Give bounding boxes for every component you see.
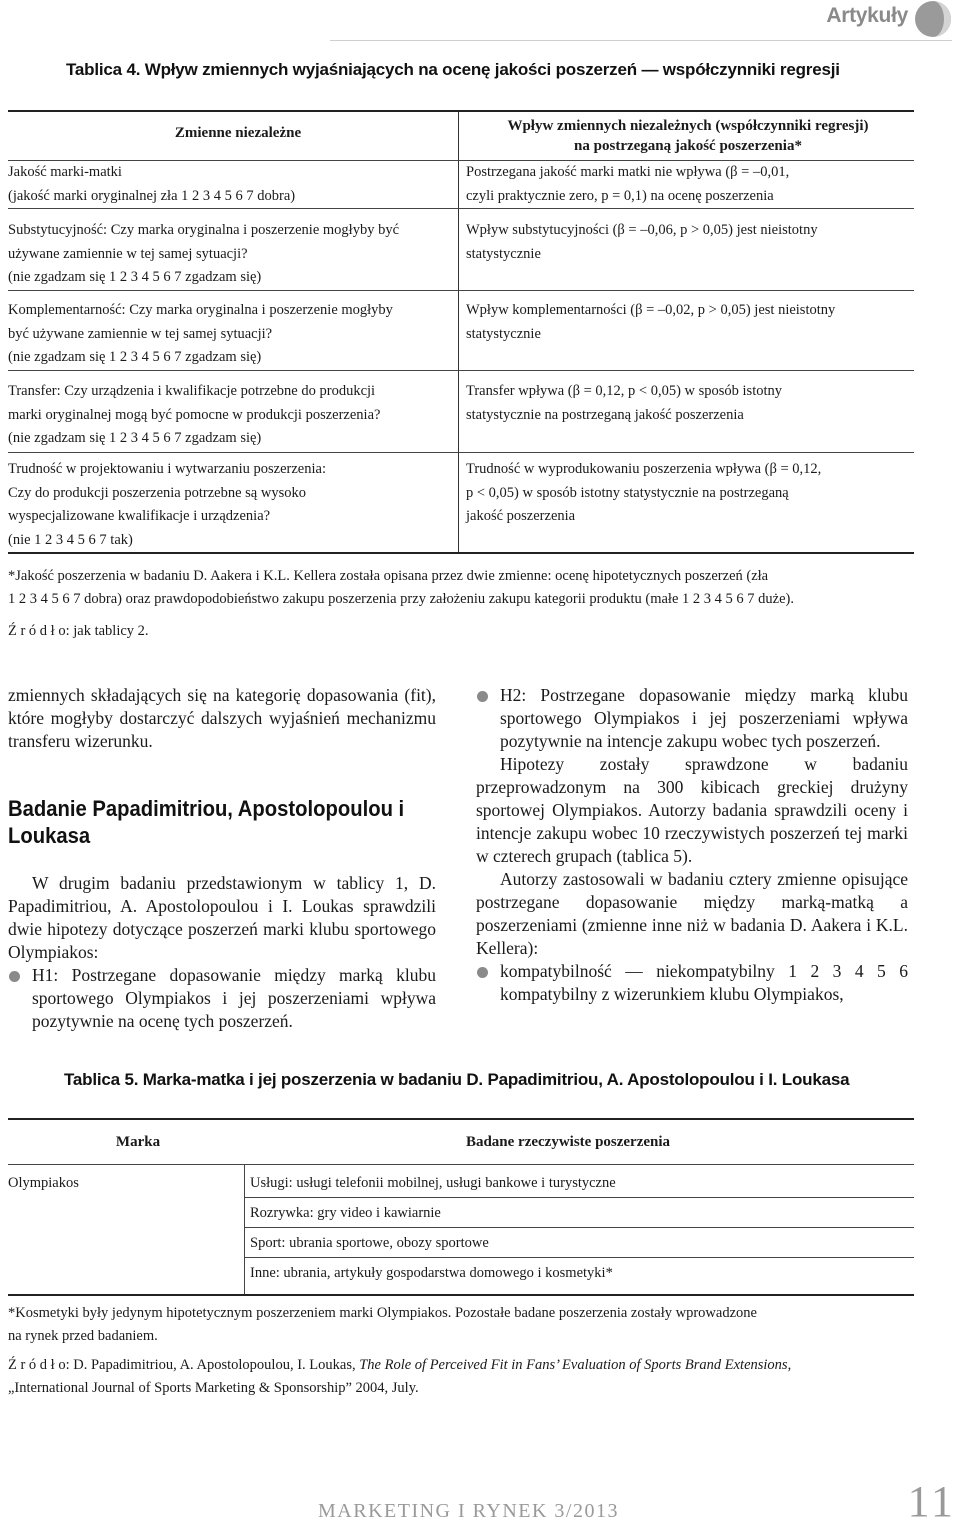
compatibility-item: kompatybilność — niekompatybilny 1 2 3 4 5 6 kompatybilny z wizerunkiem klubu Olympiakos, <box>476 960 908 1006</box>
table4-row-4-variable: Transfer: Czy urządzenia i kwalifikacje potrzebne do produkcji marki oryginalnej mogą być pomocne w produkcji poszerzenia? (nie zgadzam się 1 2 3 4 5 6 7 zgadzam się) <box>8 383 381 446</box>
right-column-text <box>476 684 908 1006</box>
table4-title: Tablica 4. Wpływ zmiennych wyjaśniających na ocenę jakości poszerzeń — współczynniki regresji <box>66 60 840 79</box>
table5-row-rule <box>244 1257 914 1258</box>
table5-extension-services: Usługi: usługi telefonii mobilnej, usługi bankowe i turystyczne <box>250 1175 616 1191</box>
table4-row-3-effect: Wpływ komplementarności (β = –0,02, p > 0,05) jest nieistotny statystycznie <box>466 302 836 342</box>
bullet-dot-icon <box>477 691 488 702</box>
table4-row-5-variable: Trudność w projektowaniu i wytwarzaniu poszerzenia: Czy do produkcji poszerzenia potrzebne są wysoko wyspecjalizowane kwalifikacje i urządzenia? (nie 1 2 3 4 5 6 7 tak) <box>8 461 326 548</box>
gray-circle-logo-icon <box>914 0 952 38</box>
table5-title: Tablica 5. Marka-matka i jej poszerzenia w badaniu D. Papadimitriou, A. Apostolopoulou i I. Loukasa <box>64 1070 850 1089</box>
left-column-text <box>8 872 436 1033</box>
table4-row-5-effect: Trudność w wyprodukowaniu poszerzenia wpływa (β = 0,12, p < 0,05) w sposób istotny statystycznie na postrzeganą jakość poszerzenia <box>466 461 822 524</box>
hypothesis-h1: H1: Postrzegane dopasowanie między marką klubu sportowego Olympiakos i jej poszerzeniami wpływa pozytywnie na ocenę tych poszerzeń. <box>8 964 436 1033</box>
table4-row-2-variable: Substytucyjność: Czy marka oryginalna i poszerzenie mogłyby być używane zamiennie w tej samej sytuacji? (nie zgadzam się 1 2 3 4 5 6 7 zgadzam się) <box>8 222 400 285</box>
table5-extension-sport: Sport: ubrania sportowe, obozy sportowe <box>250 1235 489 1251</box>
table5 <box>8 1118 914 1296</box>
fit-variables-paragraph: Autorzy zastosowali w badaniu cztery zmienne opisujące postrzegane dopasowanie między marką-matką a poszerzeniami (zmienne inne niż w badania D. Aakera i K.L. Kellera): <box>476 869 908 958</box>
table4-row-3-variable: Komplementarność: Czy marka oryginalna i poszerzenie mogłyby być używane zamiennie w tej samej sytuacji? (nie zgadzam się 1 2 3 4 5 6 7 zgadzam się) <box>8 302 393 365</box>
table4-row-rule <box>8 290 914 291</box>
table5-brand: Olympiakos <box>8 1175 79 1191</box>
table4-footnote: *Jakość poszerzenia w badaniu D. Aakera i K.L. Kellera została opisana przez dwie zmienne: ocenę hipotetycznych poszerzeń (zła 1 2 3 4 5 6 7 dobra) oraz prawdopodobieństwo zakupu poszerzenia przy założeniu zakupu kategorii produktu (małe 1 2 3 4 5 6 7 duże). <box>8 568 794 607</box>
study-paragraph: W drugim badaniu przedstawionym w tablicy 1, D. Papadimitriou, A. Apostolopoulou i I. Loukas sprawdzili dwie hipotezy dotyczące poszerzeń marki klubu sportowego Olympiakos: <box>8 873 436 962</box>
table5-header-rule <box>8 1164 914 1165</box>
table5-extension-entertainment: Rozrywka: gry video i kawiarnie <box>250 1205 441 1221</box>
table4-row-rule <box>8 208 914 209</box>
table5-col2-header: Badane rzeczywiste poszerzenia <box>465 1134 671 1150</box>
hypotheses-test-paragraph: Hipotezy zostały sprawdzone w badaniu przeprowadzonym na 300 kibicach greckiej drużyny sportowej Olympiakos. Autorzy badania sprawdzili oceny i intencje zakupu wobec 10 rzeczywistych poszerzeń tej marki w czterech grupach (tablica 5). <box>476 754 908 866</box>
footer-magazine: MARKETING I RYNEK 3/2013 <box>318 1500 619 1522</box>
header-rule <box>330 40 952 41</box>
table4-row-rule <box>8 452 914 453</box>
table4-column-divider <box>458 112 459 552</box>
table4-row-1-effect: Postrzegana jakość marki matki nie wpływa (β = –0,01, czyli praktycznie zero, p = 0,1) na ocenę poszerzenia <box>466 164 790 204</box>
table5-row-rule <box>244 1197 914 1198</box>
bullet-dot-icon <box>477 967 488 978</box>
left-intro-paragraph: zmiennych składających się na kategorię dopasowania (fit), które mogłyby dostarczyć dalszych wyjaśnień mechanizmu transferu wizerunku. <box>8 685 436 751</box>
section-heading: Badanie Papadimitriou, Apostolopoulou i Loukasa <box>8 796 405 848</box>
table4-col1-header: Zmienne niezależne <box>174 125 302 141</box>
table5-extension-other: Inne: ubrania, artykuły gospodarstwa domowego i kosmetyki* <box>250 1265 613 1281</box>
table4-col2-header: Wpływ zmiennych niezależnych (współczynniki regresji) na postrzeganą jakość poszerzenia* <box>507 118 869 154</box>
table4-row-2-effect: Wpływ substytucyjności (β = –0,06, p > 0,05) jest nieistotny statystycznie <box>466 222 818 262</box>
hypothesis-h2: H2: Postrzegane dopasowanie między marką klubu sportowego Olympiakos i jej poszerzeniami wpływa pozytywnie na intencje zakupu wobec tych poszerzeń. <box>476 684 908 753</box>
table4-source: Ź r ó d ł o: jak tablicy 2. <box>8 623 149 639</box>
table4 <box>8 110 914 554</box>
table4-row-1-variable: Jakość marki-matki (jakość marki oryginalnej zła 1 2 3 4 5 6 7 dobra) <box>8 164 296 204</box>
table5-source: Ź r ó d ł o: D. Papadimitriou, A. Apostolopoulou, I. Loukas, The Role of Perceived Fit in Fans’ Evaluation of Sports Brand Extensions, „International Journal of Sports Marketing & Sponsorship” 2004, July. <box>8 1357 792 1396</box>
bullet-dot-icon <box>9 971 20 982</box>
table5-col1-header: Marka <box>115 1134 161 1150</box>
table5-column-divider <box>244 1164 245 1294</box>
table5-footnote: *Kosmetyki były jedynym hipotetycznym poszerzeniem marki Olympiakos. Pozostałe badane poszerzenia zostały wprowadzone na rynek przed badaniem. <box>8 1305 757 1344</box>
table5-row-rule <box>244 1227 914 1228</box>
table4-row-rule <box>8 370 914 371</box>
section-label: Artykuły <box>826 4 908 27</box>
page-number: 11 <box>907 1477 956 1526</box>
table4-row-4-effect: Transfer wpływa (β = 0,12, p < 0,05) w sposób istotny statystycznie na postrzeganą jakość poszerzenia <box>466 383 783 423</box>
